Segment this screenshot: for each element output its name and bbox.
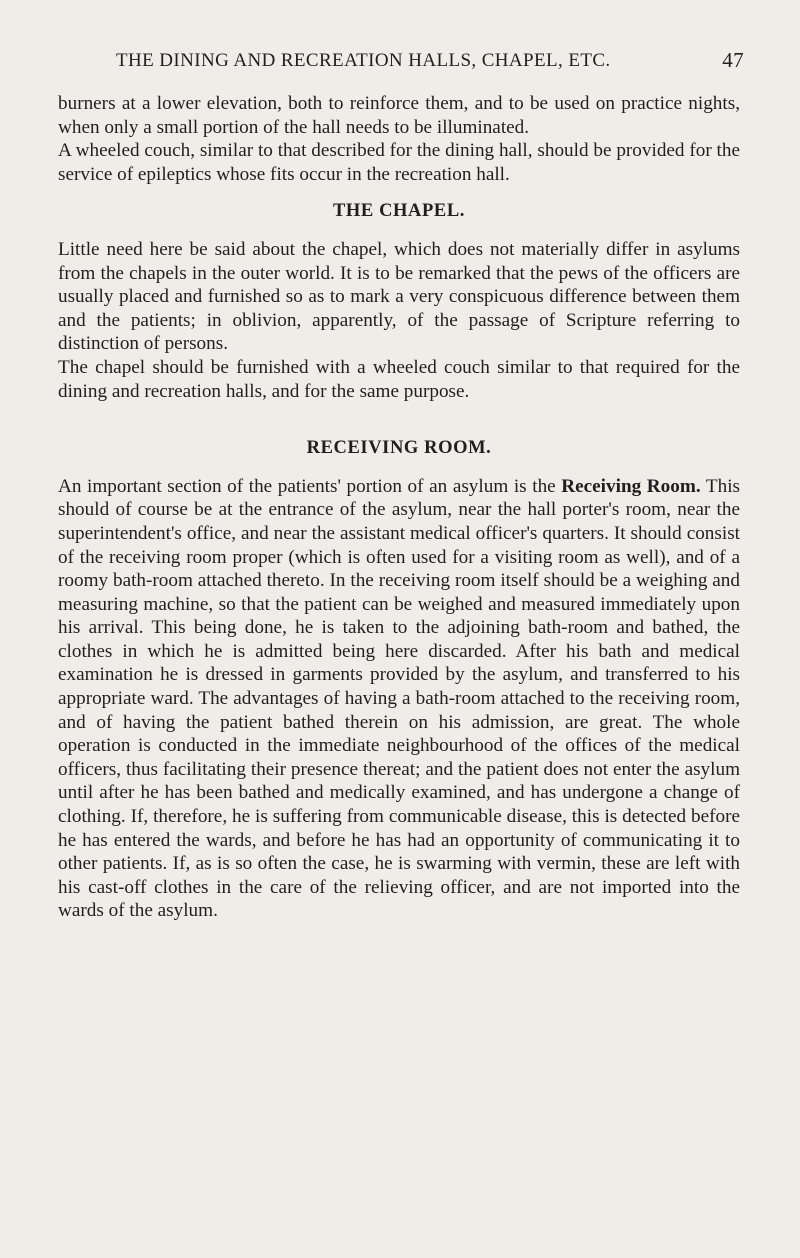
book-page <box>58 48 744 923</box>
running-title: THE DINING AND RECREATION HALLS, CHAPEL, ETC. <box>116 50 611 71</box>
page-number: 47 <box>722 48 744 72</box>
paragraph-chapel-1: Little need here be said about the chapel, which does not materially differ in asylums from the chapels in the outer world. It is to be remarked that the pews of the officers are usually placed and furnished so as to mark a very conspicuous difference between them and the patients; in oblivion, apparently, of the passage of Scripture referring to distinction of persons. <box>58 238 740 355</box>
body-text <box>58 92 740 923</box>
heading-chapel: THE CHAPEL. <box>332 201 465 222</box>
paragraph-wheeled-couch: A wheeled couch, similar to that described for the dining hall, should be provided for the service of epileptics whose fits occur in the recreation hall. <box>58 140 740 185</box>
paragraph-chapel-2: The chapel should be furnished with a wheeled couch similar to that required for the dining and recreation halls, and for the same purpose. <box>58 356 740 402</box>
receiving-body-text: This should of course be at the entrance of the asylum, near the hall porter's room, near the superintendent's office, and near the assistant medical officer's quarters. It should consist of the receiving room proper (which is often used for a visiting room as well), and of a roomy bath-room attached thereto. In the receiving room itself should be a weighing and measuring machine, so that the patient can be weighed and measured immediately upon his arrival. This being done, he is taken to the adjoining bath-room and bathed, the clothes in which he is admitted being here discarded. After his bath and medical examination he is dressed in garments provided by the asylum, and transferred to his appropriate ward. The advantages of having a bath-room attached to the receiving room, and of having the patient bathed therein on his admission, are great. The whole operation is conducted in the immediate neighbourhood of the offices of the medical officers, thus facilitating their presence thereat; and the patient does not enter the asylum until after he has been bathed and medically examined, and has undergone a change of clothing. If, therefore, he is suffering from communicable disease, this is detected before he has entered the wards, and before he has had an opportunity of communicating it to other patients. If, as is so often the case, he is swarming with vermin, these are left with his cast-off clothes in the care of the relieving officer, and are not imported into the wards of the asylum. <box>58 475 740 922</box>
paragraph-continued: burners at a lower elevation, both to reinforce them, and to be used on practice nights, when only a small portion of the hall needs to be illuminated. <box>58 93 740 138</box>
running-header <box>58 48 744 80</box>
paragraph-receiving-room <box>58 475 740 923</box>
heading-receiving-room: RECEIVING ROOM. <box>306 438 492 459</box>
receiving-room-term: Receiving Room. <box>561 475 701 497</box>
receiving-lead-text: An important section of the patients' portion of an asylum is the <box>58 475 562 497</box>
